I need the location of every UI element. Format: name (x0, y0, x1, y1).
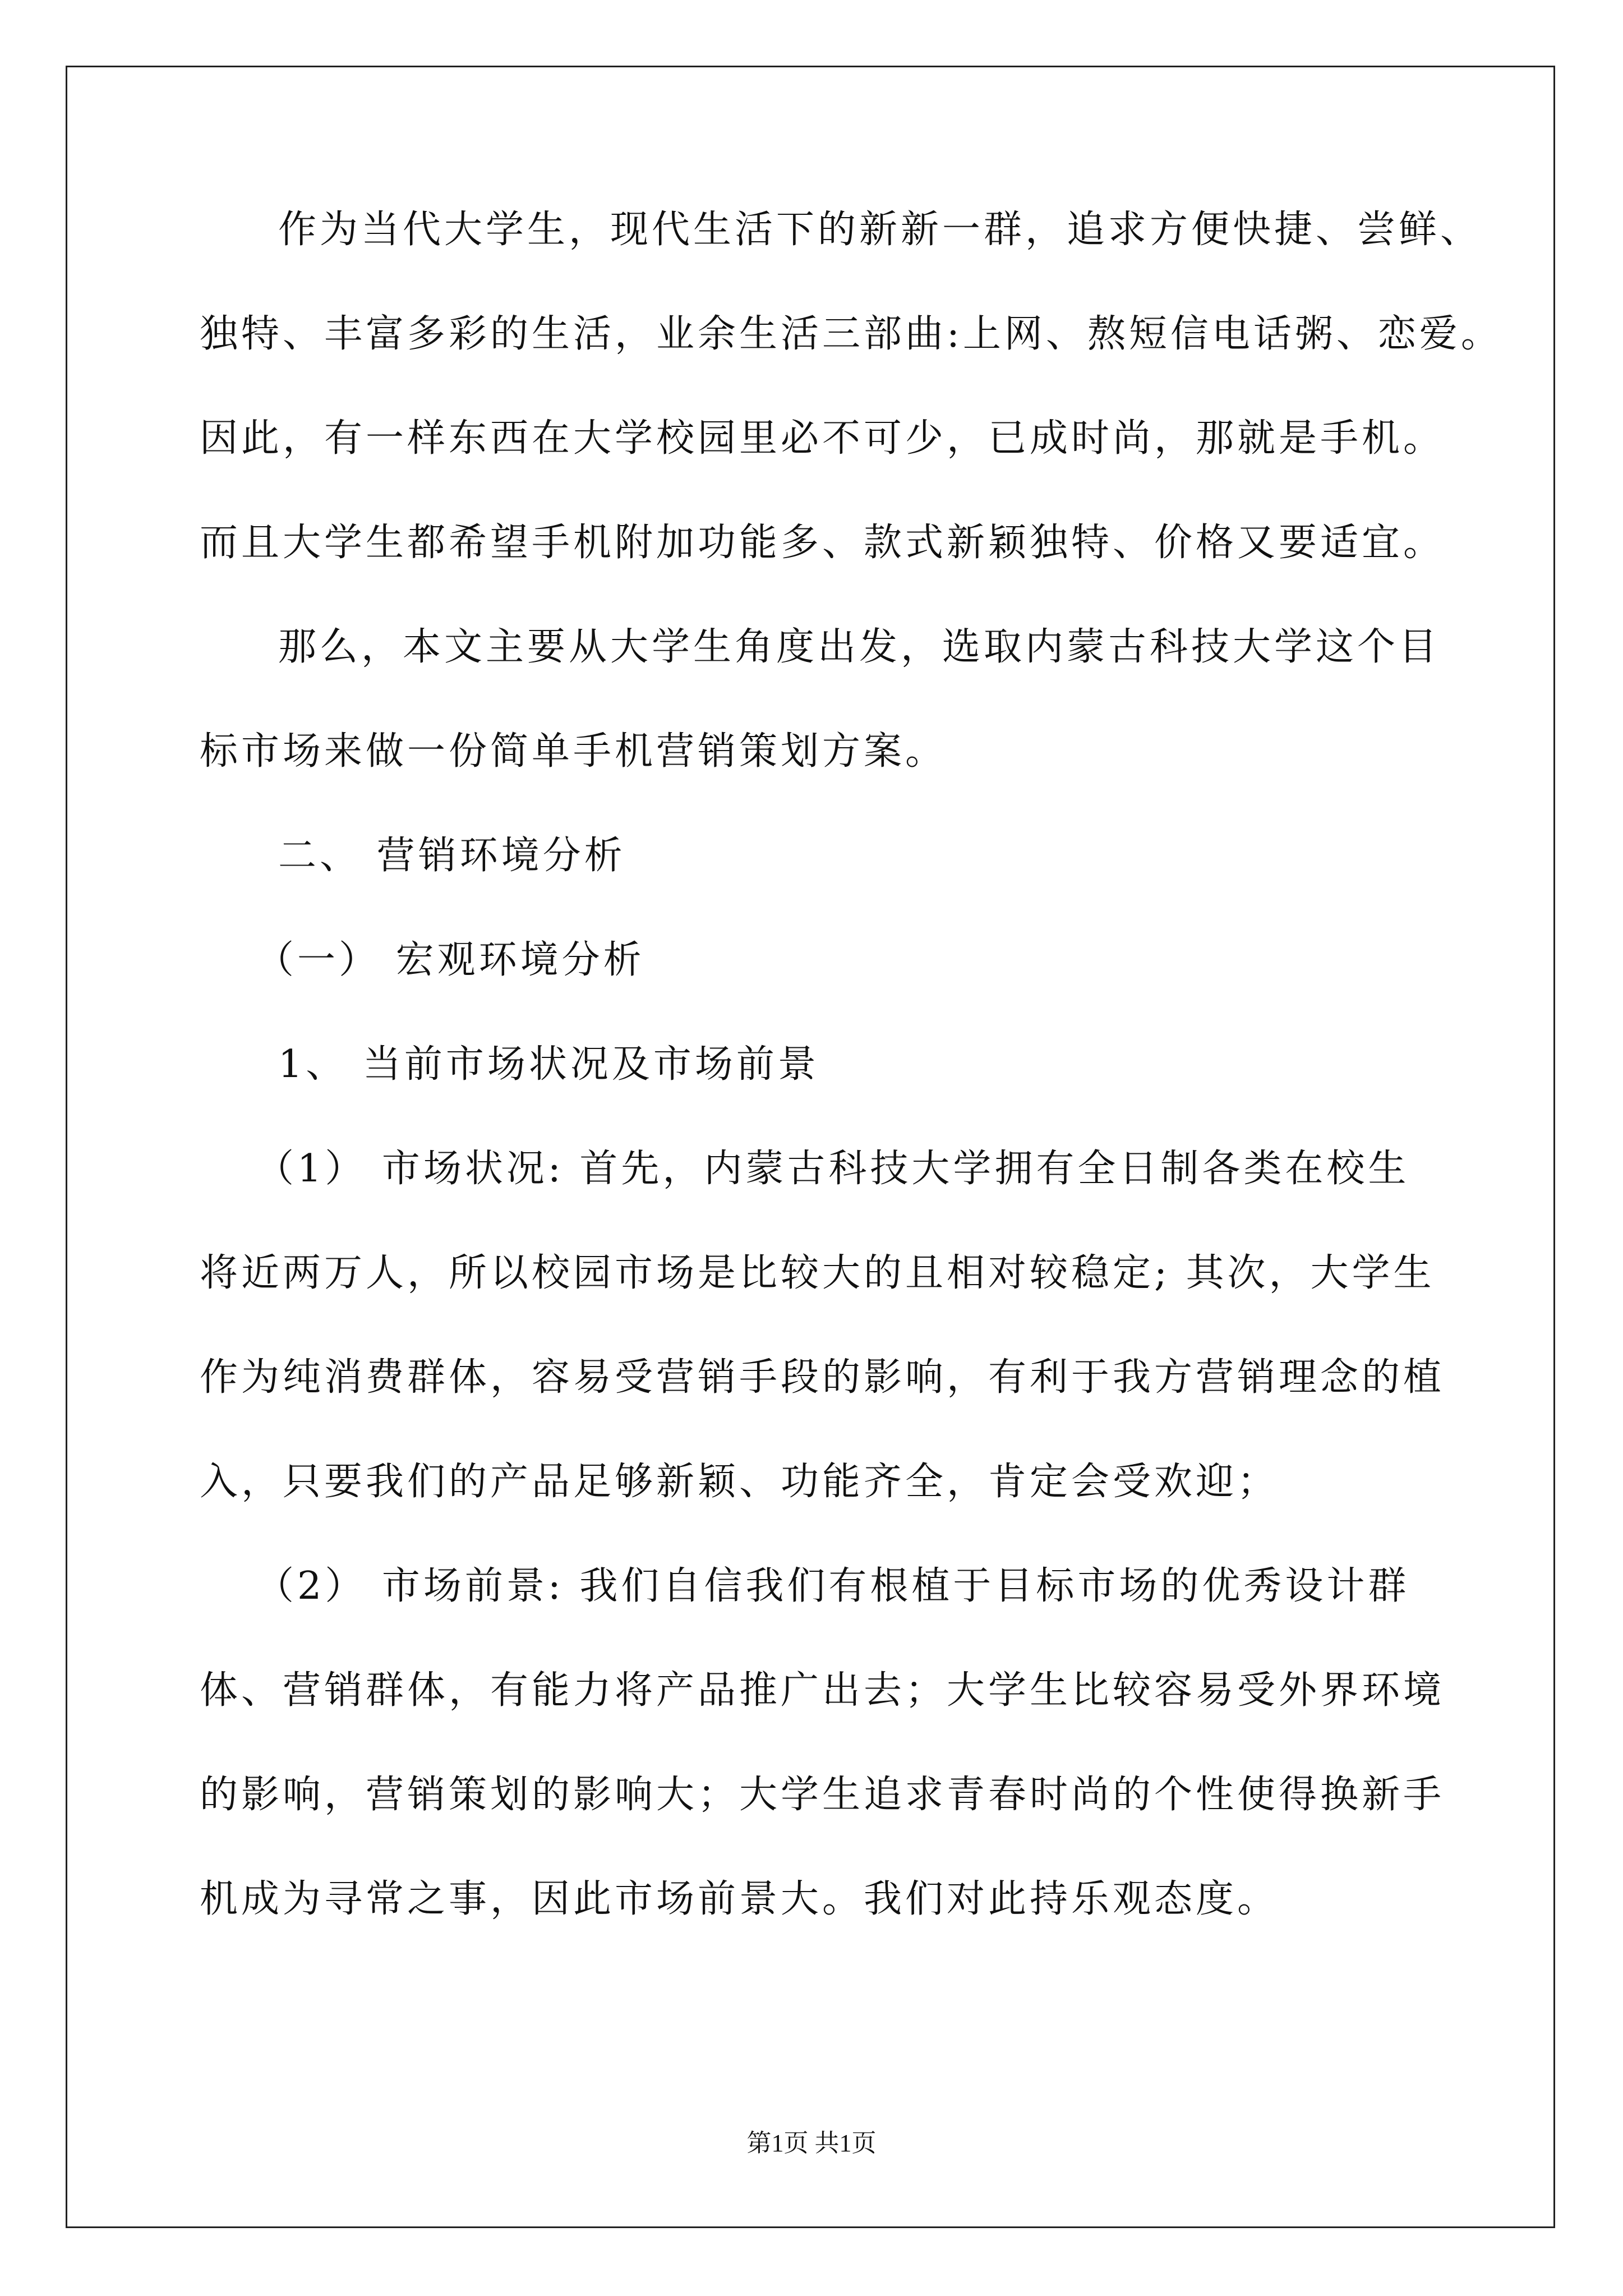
paragraph-line: 独特、丰富多彩的生活，业余生活三部曲:上网、熬短信电话粥、恋爱。 (200, 312, 1502, 356)
subsection-heading: （一） 宏观环境分析 (256, 938, 645, 982)
paragraph-line: 作为纯消费群体，容易受营销手段的影响，有利于我方营销理念的植 (200, 1355, 1445, 1400)
paragraph-line: 的影响，营销策划的影响大；大学生追求青春时尚的个性使得换新手 (200, 1773, 1445, 1817)
paragraph-line: 体、营销群体，有能力将产品推广出去；大学生比较容易受外界环境 (200, 1668, 1445, 1713)
paragraph-line: 而且大学生都希望手机附加功能多、款式新颖独特、价格又要适宜。 (200, 521, 1445, 565)
item-heading: 1、 当前市场状况及市场前景 (278, 1042, 819, 1087)
paragraph-line: 作为当代大学生，现代生活下的新新一群，追求方便快捷、尝鲜、 (278, 208, 1482, 252)
section-heading: 二、 营销环境分析 (278, 834, 626, 878)
paragraph-line: 入，只要我们的产品足够新颖、功能齐全，肯定会受欢迎； (200, 1460, 1279, 1504)
paragraph-line: 因此，有一样东西在大学校园里必不可少，已成时尚，那就是手机。 (200, 416, 1445, 461)
paragraph-line: 机成为寻常之事，因此市场前景大。我们对此持乐观态度。 (200, 1877, 1279, 1921)
paragraph-line: 标市场来做一份简单手机营销策划方案。 (200, 729, 947, 774)
paragraph-line: （2） 市场前景: 我们自信我们有根植于目标市场的优秀设计群 (256, 1564, 1410, 1608)
paragraph-line: （1） 市场状况: 首先，内蒙古科技大学拥有全日制各类在校生 (256, 1147, 1410, 1191)
paragraph-line: 将近两万人，所以校园市场是比较大的且相对较稳定; 其次，大学生 (200, 1251, 1435, 1295)
paragraph-line: 那么，本文主要从大学生角度出发，选取内蒙古科技大学这个目 (278, 625, 1441, 669)
page-number-footer: 第1页 共1页 (746, 2129, 877, 2157)
